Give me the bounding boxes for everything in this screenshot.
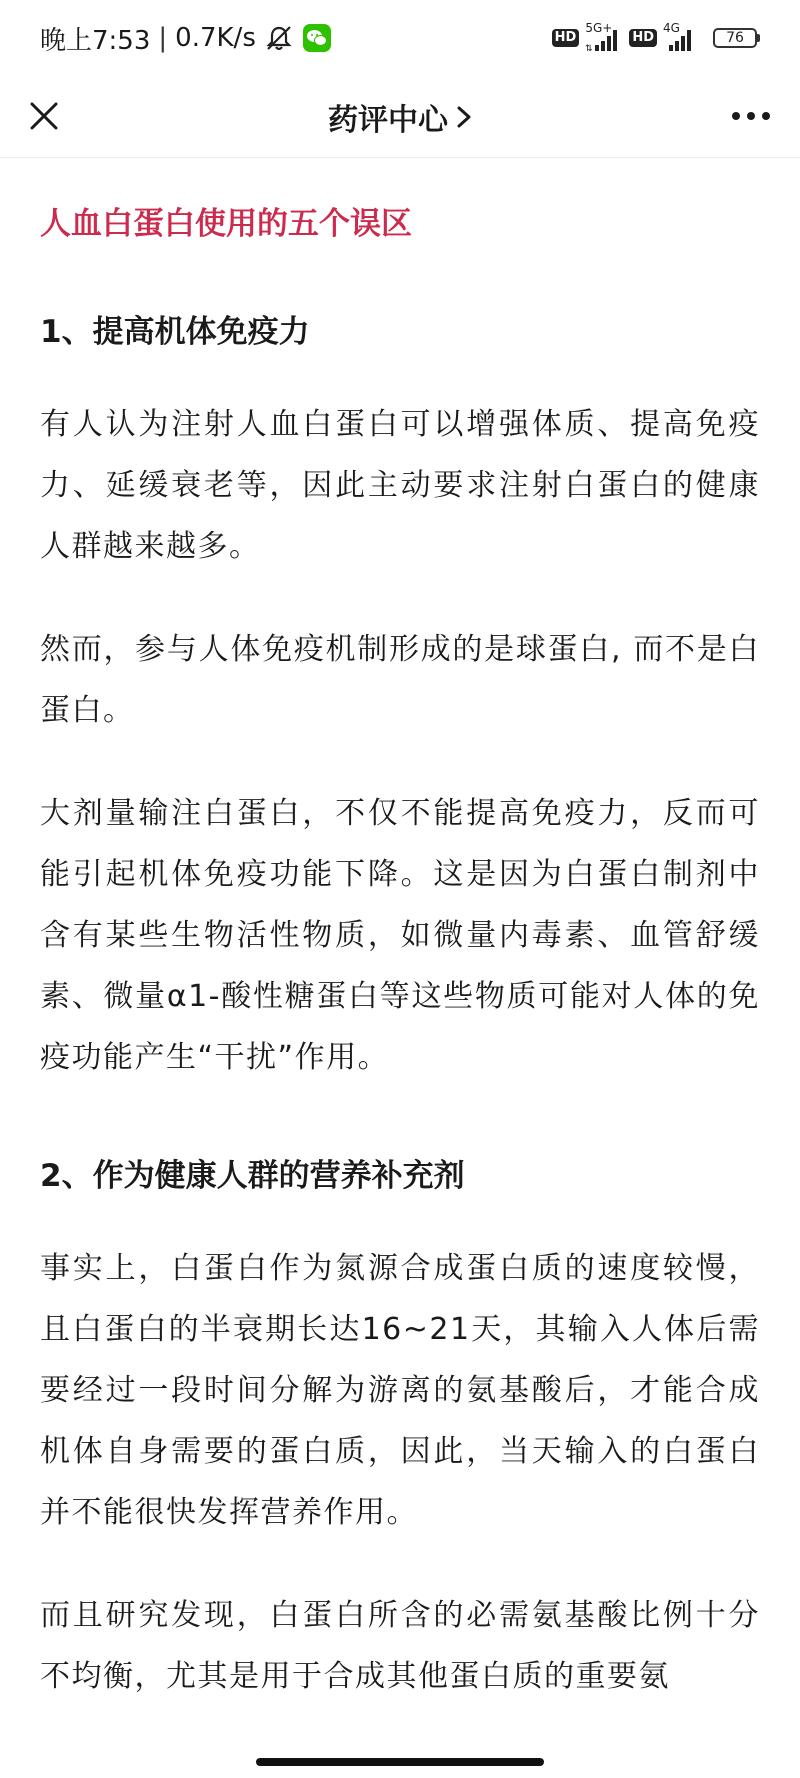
nav-title-link[interactable] [328,95,472,139]
paragraph: 而且研究发现，白蛋白所含的必需氨基酸比例十分不均衡，尤其是用于合成其他蛋白质的重要氨 [40,1598,760,1694]
page-title: 药评中心 [328,103,448,138]
close-icon [29,101,59,131]
signal-5g-icon [585,23,623,53]
chevron-right-icon [456,105,472,129]
bell-off-icon [264,23,294,53]
hd-badge: HD [552,29,580,47]
paragraph: 然而，参与人体免疫机制形成的是球蛋白, 而不是白蛋白。 [40,632,760,728]
paragraph: 大剂量输注白蛋白，不仅不能提高免疫力，反而可能引起机体免疫功能下降。这是因为白蛋白制剂中含有某些生物活性物质，如微量内毒素、血管舒缓素、微量α1-酸性糖蛋白等这些物质可能对人体的免疫功能产生“干扰”作用。 [40,796,760,1075]
net2-label: 4G [663,21,680,35]
wechat-icon [302,23,332,53]
nav-title-wrap [0,76,800,158]
net1-label: 5G+ [585,21,613,35]
section-heading: 1、提高机体免疫力 [40,314,310,350]
status-left [40,20,332,57]
section-heading: 2、作为健康人群的营养补充剂 [40,1158,465,1194]
status-separator: | [158,23,168,53]
status-right [552,23,760,53]
battery-level: 76 [713,28,757,48]
status-time: 晚上7:53 [40,25,151,56]
network-speed: 0.7K/s [175,23,256,53]
more-dots-icon [731,111,771,121]
home-indicator[interactable] [256,1758,544,1766]
status-bar [0,0,800,76]
more-button[interactable] [726,96,776,136]
paragraph: 事实上，白蛋白作为氮源合成蛋白质的速度较慢，且白蛋白的半衰期长达16~21天，其输入人体后需要经过一段时间分解为游离的氨基酸后，才能合成机体自身需要的蛋白质，因此，当天输入的白蛋白并不能很快发挥营养作用。 [40,1251,760,1530]
article-title: 人血白蛋白使用的五个误区 [40,206,412,242]
hd-badge-2: HD [629,29,657,47]
svg-text:⇅: ⇅ [585,44,593,53]
article-body [40,158,760,1707]
battery-icon [713,28,760,48]
signal-4g-icon [663,23,701,53]
battery-tip [757,34,760,42]
nav-bar [0,76,800,158]
paragraph: 有人认为注射人血白蛋白可以增强体质、提高免疫力、延缓衰老等，因此主动要求注射白蛋白的健康人群越来越多。 [40,407,760,564]
close-button[interactable] [24,96,64,136]
